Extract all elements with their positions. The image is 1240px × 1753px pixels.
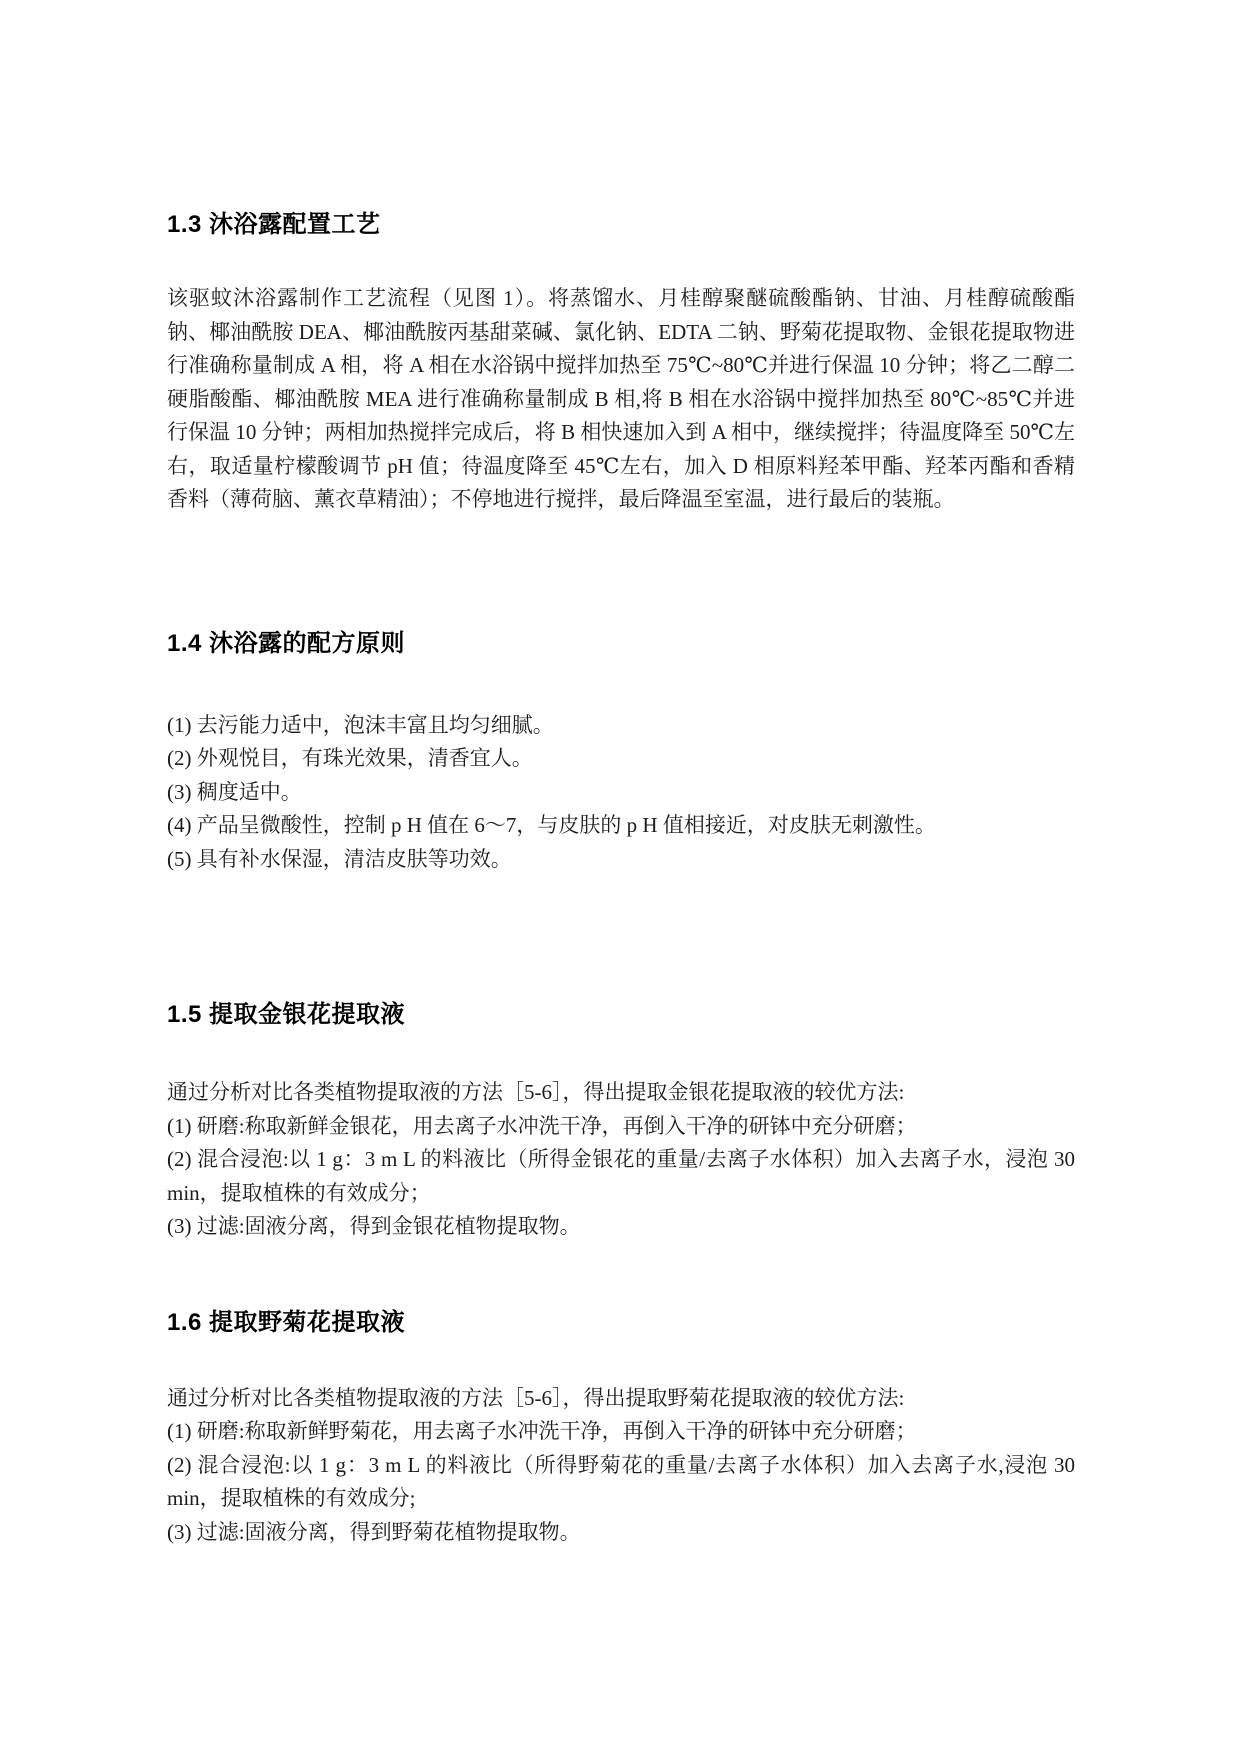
list-item: (2) 外观悦目，有珠光效果，清香宜人。	[167, 746, 533, 770]
section-heading-1-5: 1.5 提取金银花提取液	[167, 1001, 406, 1028]
section-intro: 通过分析对比各类植物提取液的方法［5-6］，得出提取野菊花提取液的较优方法:	[167, 1385, 905, 1410]
list-item: (3) 过滤:固液分离，得到金银花植物提取物。	[167, 1214, 581, 1238]
list-item: (2) 混合浸泡:以 1 g：3 m L 的料液比（所得金银花的重量/去离子水体积）加入去离子水，浸泡 30 min，提取植株的有效成分；	[167, 1147, 1075, 1205]
section-heading-1-4: 1.4 沐浴露的配方原则	[167, 629, 406, 657]
list-item: (1) 研磨:称取新鲜野菊花，用去离子水冲洗干净，再倒入干净的研钵中充分研磨；	[167, 1419, 917, 1443]
list-item: (3) 过滤:固液分离，得到野菊花植物提取物。	[167, 1519, 581, 1544]
section-intro: 通过分析对比各类植物提取液的方法［5-6］，得出提取金银花提取液的较优方法:	[167, 1080, 905, 1104]
list-item: (3) 稠度适中。	[167, 779, 302, 804]
section-heading-1-3: 1.3 沐浴露配置工艺	[167, 211, 381, 238]
list-item: (5) 具有补水保湿，清洁皮肤等功效。	[167, 846, 512, 871]
section-1-6-body	[167, 1382, 1075, 1550]
section-1-4-list	[167, 709, 1075, 877]
list-item: (4) 产品呈微酸性，控制 p H 值在 6～7，与皮肤的 p H 值相接近，对皮肤无刺激性。	[167, 813, 936, 837]
list-item: (1) 研磨:称取新鲜金银花，用去离子水冲洗干净，再倒入干净的研钵中充分研磨；	[167, 1113, 917, 1138]
list-item: (2) 混合浸泡:以 1 g：3 m L 的料液比（所得野菊花的重量/去离子水体积）加入去离子水,浸泡 30 min，提取植株的有效成分;	[167, 1452, 1075, 1510]
section-heading-1-6: 1.6 提取野菊花提取液	[167, 1308, 406, 1336]
list-item: (1) 去污能力适中，泡沫丰富且均匀细腻。	[167, 712, 554, 737]
section-1-5-body	[167, 1076, 1075, 1244]
section-1-3-paragraph: 该驱蚊沐浴露制作工艺流程（见图 1）。将蒸馏水、月桂醇聚醚硫酸酯钠、甘油、月桂醇硫酸酯钠、椰油酰胺 DEA、椰油酰胺丙基甜菜碱、氯化钠、EDTA 二钠、野菊花提取物、金银花提取物进行准确称量制成 A 相，将 A 相在水浴锅中搅拌加热至 75℃~80℃并进行保温 10 分钟；将乙二醇二硬脂酸酯、椰油酰胺 MEA 进行准确称量制成 B 相,将 B 相在水浴锅中搅拌加热至 80℃~85℃并进行保温 10 分钟；两相加热搅拌完成后，将 B 相快速加入到 A 相中，继续搅拌；待温度降至 50℃左右，取适量柠檬酸调节 pH 值；待温度降至 45℃左右，加入 D 相原料羟苯甲酯、羟苯丙酯和香精香料（薄荷脑、薰衣草精油）；不停地进行搅拌，最后降温至室温，进行最后的装瓶。	[167, 286, 1075, 511]
